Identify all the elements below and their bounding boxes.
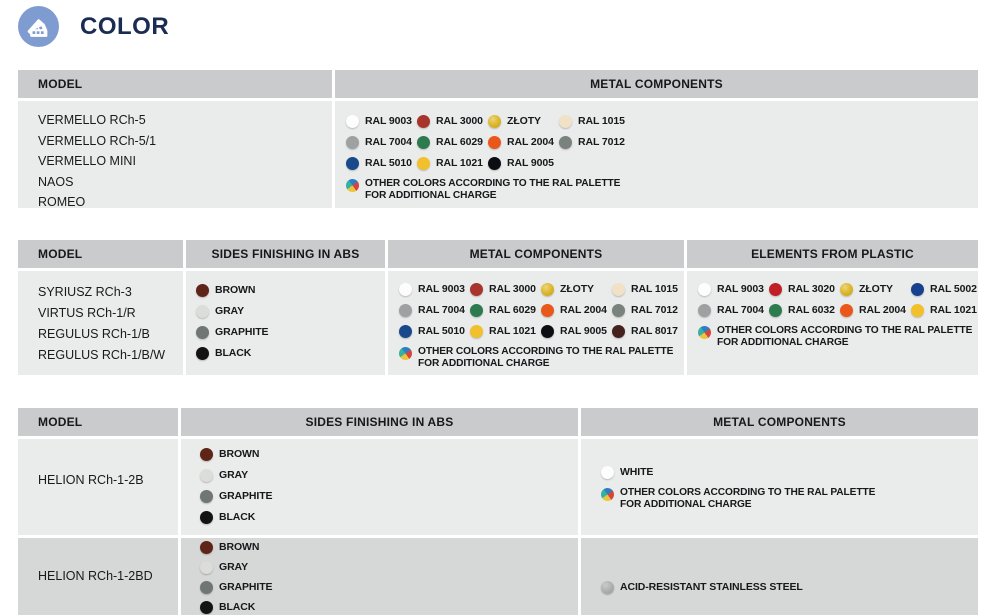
swatch-entry — [769, 303, 840, 317]
swatch-dot-ral-7004 — [399, 304, 412, 317]
swatch-dot-gray — [200, 561, 213, 574]
model-name: VERMELLO RCh-5/1 — [38, 133, 157, 148]
model-cell: HELION RCh-1-2BD — [18, 538, 178, 615]
swatch-entry — [346, 114, 417, 128]
model-list — [18, 271, 183, 366]
swatch-label: ZŁOTY — [507, 115, 541, 127]
swatch-dot-z-oty — [541, 283, 554, 296]
swatch-dot-ral-9005 — [488, 157, 501, 170]
abs-finishing-cell — [186, 271, 385, 375]
swatch-entry — [417, 135, 488, 149]
swatch-label: BLACK — [215, 347, 252, 359]
ral-palette-pie-icon — [399, 347, 412, 360]
swatch-dot-ral-7012 — [612, 304, 625, 317]
metal-components-cell — [581, 538, 978, 615]
swatch-entry — [196, 304, 385, 318]
swatch-dot-acid-resistant-stainless-steel — [601, 581, 614, 594]
swatch-entry — [196, 283, 385, 297]
other-colors-note-text — [418, 346, 673, 370]
swatch-dot-ral-2004 — [488, 136, 501, 149]
swatch-label: RAL 1015 — [578, 115, 625, 127]
swatch-label: RAL 2004 — [859, 304, 906, 316]
swatch-label: BROWN — [219, 541, 260, 553]
swatch-dot-ral-1021 — [417, 157, 430, 170]
swatch-dot-ral-9005 — [541, 325, 554, 338]
swatch-label: GRAY — [215, 305, 244, 317]
swatch-label: RAL 6029 — [489, 304, 536, 316]
swatch-entry — [541, 324, 612, 338]
swatch-label: RAL 9003 — [365, 115, 412, 127]
column-header-sides-abs: SIDES FINISHING IN ABS — [181, 408, 578, 436]
note-line-1: OTHER COLORS ACCORDING TO THE RAL PALETTE — [365, 178, 621, 189]
swatch-label: BROWN — [215, 284, 256, 296]
swatch-label: RAL 2004 — [507, 136, 554, 148]
swatch-dot-ral-5010 — [346, 157, 359, 170]
column-header-model: MODEL — [18, 408, 178, 436]
swatch-label: RAL 3000 — [489, 283, 536, 295]
swatch-label: GRAPHITE — [219, 581, 273, 593]
ral-palette-pie-icon — [698, 326, 711, 339]
swatch-label: RAL 3000 — [436, 115, 483, 127]
swatch-dot-ral-3000 — [417, 115, 430, 128]
table-header-row — [18, 240, 978, 268]
swatch-entry — [200, 580, 578, 594]
swatch-label: BLACK — [219, 601, 256, 613]
swatch-dot-black — [200, 511, 213, 524]
other-colors-note — [698, 325, 978, 349]
swatch-label: RAL 6029 — [436, 136, 483, 148]
swatch-dot-ral-2004 — [840, 304, 853, 317]
table-row-helion-rch-1-2b — [18, 439, 978, 535]
swatch-entry — [488, 135, 559, 149]
swatch-label: GRAPHITE — [215, 326, 269, 338]
swatch-label: RAL 7004 — [418, 304, 465, 316]
other-colors-note-text — [620, 487, 875, 511]
swatch-label: RAL 1021 — [489, 325, 536, 337]
swatch-dot-z-oty — [488, 115, 501, 128]
swatch-dot-graphite — [200, 581, 213, 594]
plastic-elements-cell — [687, 271, 978, 375]
swatch-dot-ral-1021 — [470, 325, 483, 338]
swatch-entry — [612, 282, 678, 296]
table-row-helion-rch-1-2bd — [18, 538, 978, 615]
swatch-entry — [488, 114, 559, 128]
column-header-sides-abs: SIDES FINISHING IN ABS — [186, 240, 385, 268]
swatch-label: GRAPHITE — [219, 490, 273, 502]
swatch-dot-ral-5002 — [911, 283, 924, 296]
swatch-label: ZŁOTY — [560, 283, 594, 295]
swatch-dot-brown — [196, 284, 209, 297]
note-line-1: OTHER COLORS ACCORDING TO THE RAL PALETTE — [418, 346, 674, 357]
swatch-dot-gray — [196, 305, 209, 318]
swatch-label: RAL 7004 — [717, 304, 764, 316]
model-name: VIRTUS RCh-1/R — [38, 306, 136, 320]
swatch-label: RAL 5010 — [365, 157, 412, 169]
swatch-entry — [840, 303, 911, 317]
model-list — [18, 101, 332, 213]
model-name: VERMELLO MINI — [38, 154, 136, 168]
swatch-label: RAL 9005 — [560, 325, 607, 337]
metal-components-cell — [335, 101, 978, 208]
model-cell — [18, 101, 332, 208]
metal-swatch-grid — [335, 101, 625, 170]
swatch-label: RAL 7012 — [631, 304, 678, 316]
swatch-dot-graphite — [200, 490, 213, 503]
column-header-model: MODEL — [18, 70, 332, 98]
swatch-label: RAL 6032 — [788, 304, 835, 316]
ral-palette-pie-icon — [346, 179, 359, 192]
color-table-helion-group — [18, 408, 978, 615]
swatch-entry — [541, 282, 612, 296]
swatch-entry — [698, 303, 769, 317]
table-header-row — [18, 70, 978, 98]
swatch-label: WHITE — [620, 466, 654, 478]
swatch-entry — [911, 282, 977, 296]
swatch-label: BLACK — [219, 511, 256, 523]
metal-swatch-grid — [388, 271, 678, 338]
model-name: ROMEO — [38, 195, 86, 209]
column-header-metal-components: METAL COMPONENTS — [581, 408, 978, 436]
metal-swatch-list — [601, 465, 978, 479]
swatch-dot-graphite — [196, 326, 209, 339]
swatch-label: RAL 7004 — [365, 136, 412, 148]
swatch-dot-ral-3020 — [769, 283, 782, 296]
swatch-entry — [612, 324, 678, 338]
note-line-2: FOR ADDITIONAL CHARGE — [717, 337, 849, 349]
swatch-entry — [559, 135, 625, 149]
swatch-entry — [196, 325, 385, 339]
abs-swatch-list — [186, 271, 385, 360]
swatch-entry — [601, 465, 978, 479]
column-header-metal-components: METAL COMPONENTS — [335, 70, 978, 98]
swatch-entry — [488, 156, 559, 170]
ral-palette-pie-icon — [601, 488, 614, 501]
swatch-entry — [698, 282, 769, 296]
swatch-entry — [200, 600, 578, 614]
abs-finishing-cell — [181, 538, 578, 615]
swatch-entry — [911, 303, 977, 317]
swatch-dot-ral-3000 — [470, 283, 483, 296]
swatch-entry — [200, 510, 578, 524]
swatch-label: GRAY — [219, 469, 248, 481]
swatch-label: RAL 9003 — [717, 283, 764, 295]
swatch-entry — [417, 156, 488, 170]
swatch-dot-ral-6029 — [470, 304, 483, 317]
swatch-dot-z-oty — [840, 283, 853, 296]
swatch-dot-ral-5010 — [399, 325, 412, 338]
swatch-dot-ral-6029 — [417, 136, 430, 149]
other-colors-note-text — [717, 325, 972, 349]
swatch-label: RAL 8017 — [631, 325, 678, 337]
abs-swatch-list — [181, 538, 578, 614]
swatch-dot-ral-9003 — [346, 115, 359, 128]
swatch-entry — [840, 282, 911, 296]
other-colors-note — [601, 487, 978, 511]
swatch-label: RAL 5010 — [418, 325, 465, 337]
table-row — [18, 271, 978, 375]
model-name: SYRIUSZ RCh-3 — [38, 285, 132, 299]
swatch-dot-ral-1015 — [559, 115, 572, 128]
table-row — [18, 101, 978, 208]
swatch-entry — [769, 282, 840, 296]
page-header — [18, 6, 978, 47]
color-palette-icon — [18, 6, 59, 47]
swatch-label: RAL 1021 — [930, 304, 977, 316]
swatch-entry — [346, 156, 417, 170]
note-line-2: FOR ADDITIONAL CHARGE — [418, 358, 550, 370]
swatch-label: ZŁOTY — [859, 283, 893, 295]
swatch-label: RAL 1021 — [436, 157, 483, 169]
swatch-dot-ral-8017 — [612, 325, 625, 338]
swatch-dot-ral-9003 — [698, 283, 711, 296]
metal-components-cell — [388, 271, 684, 375]
swatch-dot-ral-6032 — [769, 304, 782, 317]
swatch-dot-ral-1021 — [911, 304, 924, 317]
model-name: VERMELLO RCh-5 — [38, 113, 146, 127]
swatch-entry — [541, 303, 612, 317]
swatch-label: RAL 9003 — [418, 283, 465, 295]
note-line-2: FOR ADDITIONAL CHARGE — [365, 190, 497, 202]
swatch-label: GRAY — [219, 561, 248, 573]
model-cell — [18, 271, 183, 375]
swatch-label: ACID-RESISTANT STAINLESS STEEL — [620, 581, 803, 593]
metal-components-cell — [581, 439, 978, 535]
swatch-entry — [470, 303, 541, 317]
swatch-entry — [200, 468, 578, 482]
note-line-1: OTHER COLORS ACCORDING TO THE RAL PALETTE — [620, 487, 876, 498]
swatch-label: RAL 9005 — [507, 157, 554, 169]
swatch-entry — [200, 560, 578, 574]
swatch-entry — [200, 540, 578, 554]
column-header-metal-components: METAL COMPONENTS — [388, 240, 684, 268]
color-table-syriusz-group — [18, 240, 978, 375]
swatch-label: RAL 1015 — [631, 283, 678, 295]
swatch-entry — [470, 282, 541, 296]
swatch-label: RAL 7012 — [578, 136, 625, 148]
swatch-fan-icon — [26, 14, 51, 39]
swatch-entry — [196, 346, 385, 360]
other-colors-note — [346, 178, 978, 202]
table-header-row — [18, 408, 978, 436]
note-line-2: FOR ADDITIONAL CHARGE — [620, 499, 752, 511]
model-cell: HELION RCh-1-2B — [18, 439, 178, 535]
swatch-dot-ral-2004 — [541, 304, 554, 317]
swatch-label: BROWN — [219, 448, 260, 460]
model-name: REGULUS RCh-1/B/W — [38, 348, 166, 362]
color-table-vermello-group — [18, 70, 978, 208]
swatch-entry — [346, 135, 417, 149]
swatch-dot-ral-7012 — [559, 136, 572, 149]
note-line-1: OTHER COLORS ACCORDING TO THE RAL PALETTE — [717, 325, 973, 336]
swatch-label: RAL 5002 — [930, 283, 977, 295]
plastic-swatch-grid — [687, 271, 977, 317]
swatch-dot-brown — [200, 541, 213, 554]
swatch-entry — [399, 324, 470, 338]
abs-swatch-list — [181, 439, 578, 524]
model-name: NAOS — [38, 174, 74, 189]
swatch-label: RAL 2004 — [560, 304, 607, 316]
swatch-entry — [399, 303, 470, 317]
column-header-elements-plastic: ELEMENTS FROM PLASTIC — [687, 240, 978, 268]
swatch-label: RAL 3020 — [788, 283, 835, 295]
swatch-dot-black — [196, 347, 209, 360]
swatch-dot-ral-7004 — [346, 136, 359, 149]
page-title: COLOR — [80, 12, 170, 40]
other-colors-note-text — [365, 178, 620, 202]
metal-swatch-list — [601, 578, 803, 594]
swatch-entry — [417, 114, 488, 128]
swatch-entry — [601, 580, 803, 594]
abs-finishing-cell — [181, 439, 578, 535]
other-colors-note — [399, 346, 684, 370]
swatch-entry — [559, 114, 625, 128]
column-header-model: MODEL — [18, 240, 183, 268]
swatch-dot-white — [601, 466, 614, 479]
swatch-entry — [200, 447, 578, 461]
swatch-dot-ral-9003 — [399, 283, 412, 296]
swatch-entry — [399, 282, 470, 296]
swatch-dot-black — [200, 601, 213, 614]
swatch-dot-ral-7004 — [698, 304, 711, 317]
swatch-dot-brown — [200, 448, 213, 461]
swatch-entry — [612, 303, 678, 317]
swatch-dot-gray — [200, 469, 213, 482]
model-name: REGULUS RCh-1/B — [38, 327, 150, 341]
swatch-entry — [470, 324, 541, 338]
swatch-dot-ral-1015 — [612, 283, 625, 296]
swatch-entry — [200, 489, 578, 503]
